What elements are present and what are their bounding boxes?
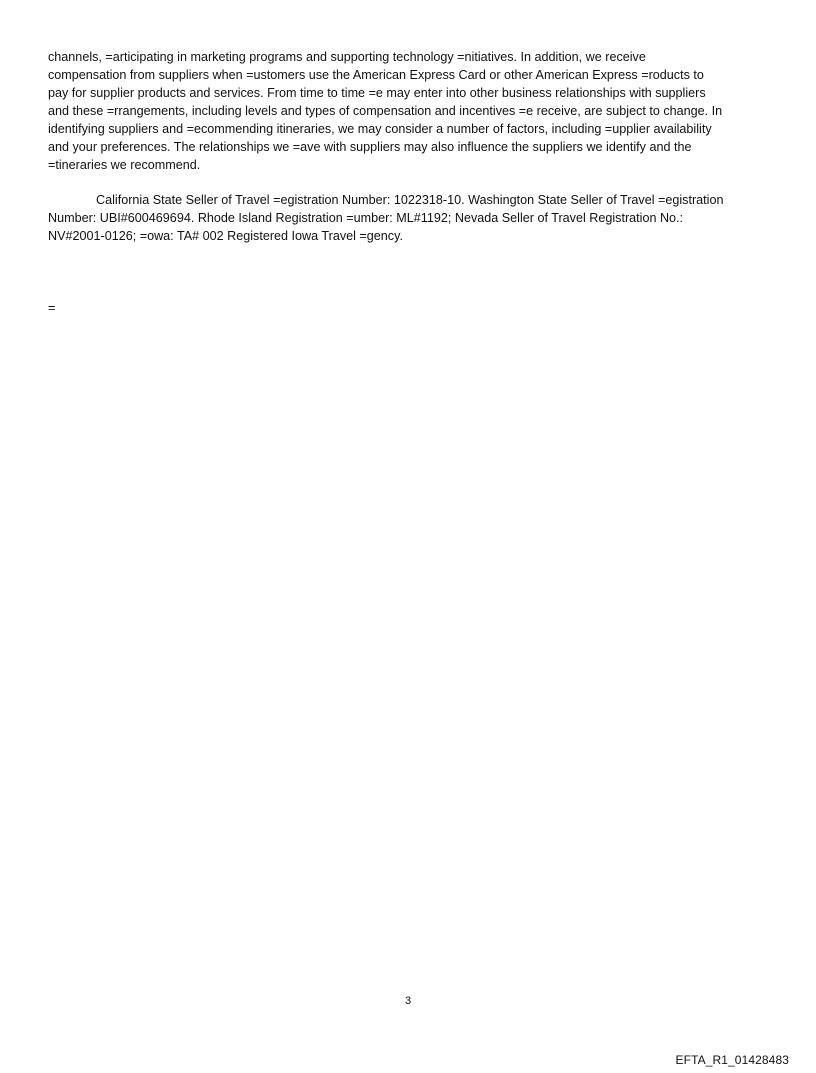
text-line: NV#2001-0126; =owa: TA# 002 Registered Iowa Travel =gency. [48,229,403,243]
text-line: channels, =articipating in marketing programs and supporting technology =nitiatives. In addition, we receive [48,50,646,64]
bates-number: EFTA_R1_01428483 [675,1053,789,1067]
stray-equals-mark: = [48,301,56,315]
text-line: compensation from suppliers when =ustomers use the American Express Card or other American Express =roducts to [48,68,704,82]
text-line: =tineraries we recommend. [48,158,201,172]
paragraph-seller-of-travel-registrations [48,191,772,245]
text-line: and your preferences. The relationships we =ave with suppliers may also influence the suppliers we identify and the [48,140,692,154]
text-line: and these =rrangements, including levels and types of compensation and incentives =e receive, are subject to change. In [48,104,723,118]
paragraph-supplier-relationships [48,48,772,174]
text-line: Number: UBI#600469694. Rhode Island Registration =umber: ML#1192; Nevada Seller of Travel Registration No.: [48,211,684,225]
text-line: identifying suppliers and =ecommending itineraries, we may consider a number of factors, including =upplier availability [48,122,712,136]
text-line: California State Seller of Travel =egistration Number: 1022318-10. Washington State Seller of Travel =egistration [96,193,724,207]
text-line: pay for supplier products and services. From time to time =e may enter into other business relationships with suppliers [48,86,706,100]
page-number: 3 [404,995,412,1007]
